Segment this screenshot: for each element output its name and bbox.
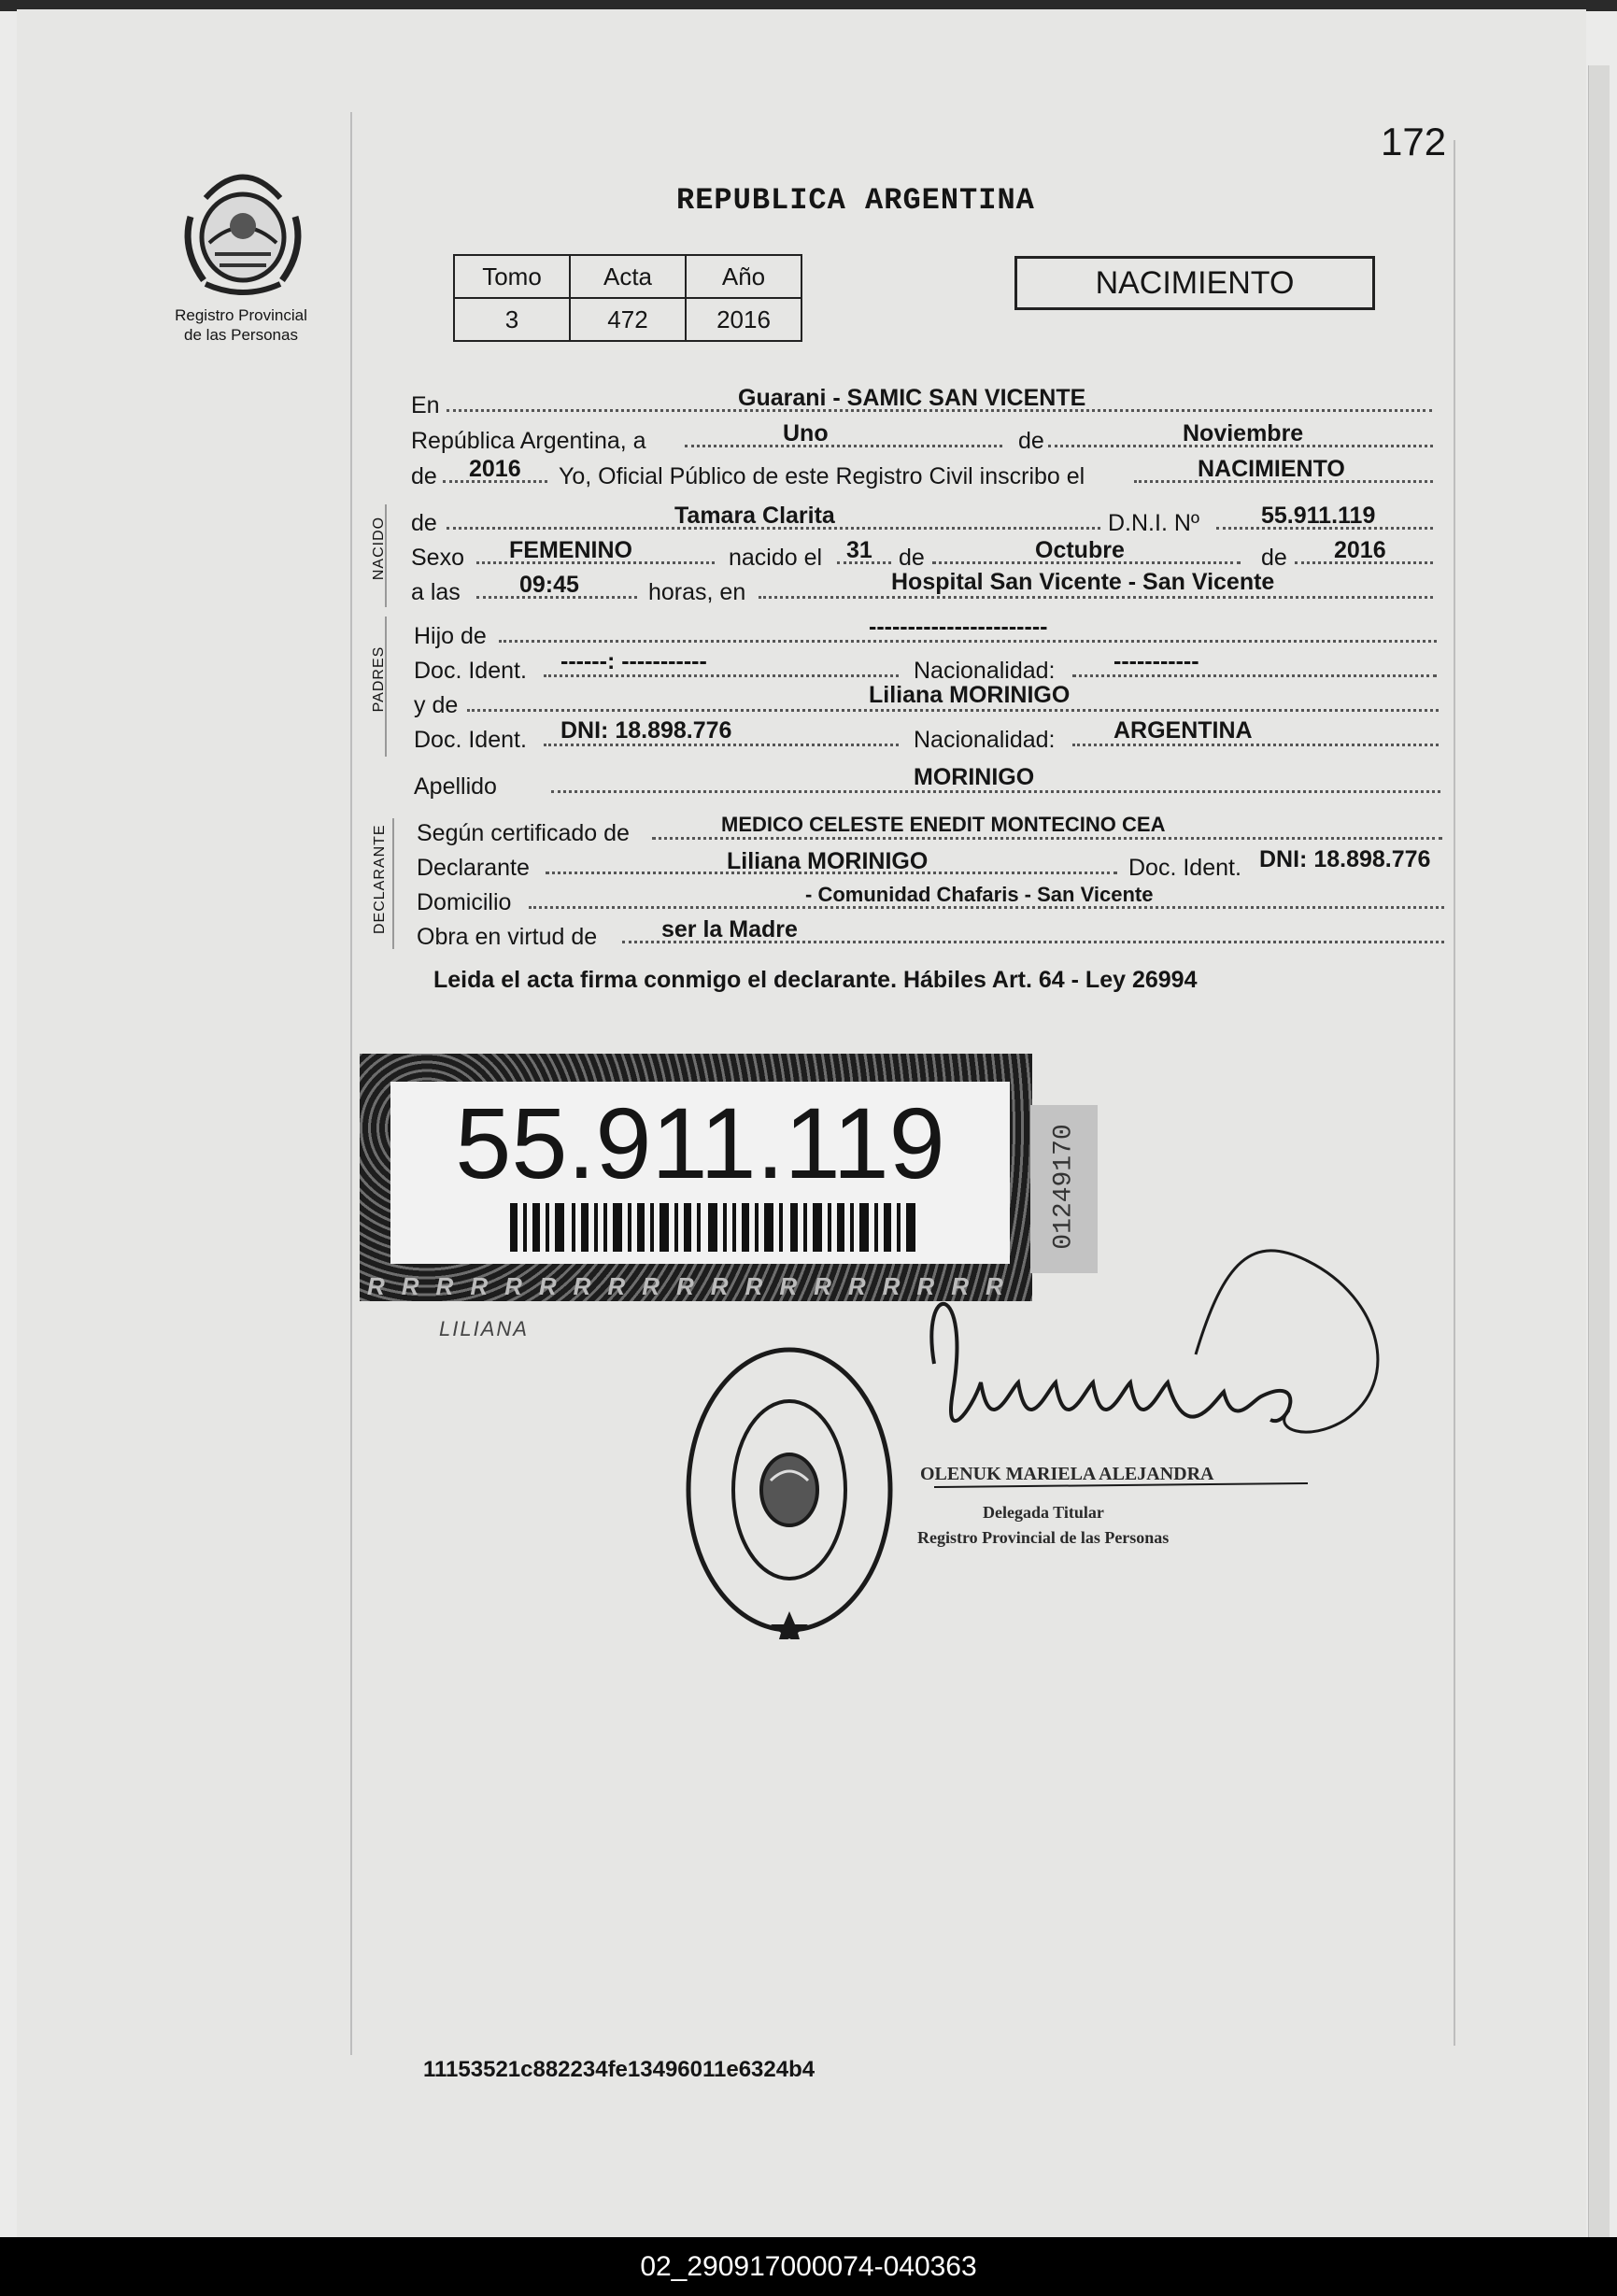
doc2-value: DNI: 18.898.776 [560,717,732,744]
birth-year-value: 2016 [1334,537,1386,563]
day-line [685,445,1002,447]
alas-label: a las [411,579,461,605]
signature [915,1242,1392,1495]
en-label: En [411,392,440,418]
record-table [453,254,802,342]
cert-line [652,837,1442,840]
nac2-label: Nacionalidad: [914,727,1056,753]
nacido-de-label2: de [899,545,925,571]
sexo-value: FEMENINO [509,537,632,563]
hijo-value: ----------------------- [869,614,1048,640]
yde-value: Liliana MORINIGO [869,682,1071,708]
official-organization: Registro Provincial de las Personas [917,1528,1170,1547]
tomo-value: 3 [454,298,570,341]
doc2-label: Doc. Ident. [414,727,527,753]
padres-section-label: PADRES [371,645,387,713]
barcode-number: 55.911.119 [455,1086,945,1199]
de2-label: de [411,463,437,489]
registry-name-line1: Registro Provincial [175,306,307,324]
security-strip: RRRRRRRRRRRRRRRRRRR [367,1272,1020,1300]
de-label: de [1018,428,1044,454]
nacido-el-label: nacido el [729,545,823,571]
registry-name-line2: de las Personas [184,326,298,344]
sexo-label: Sexo [411,545,464,571]
dni-value: 55.911.119 [1261,503,1376,529]
tomo-header: Tomo [454,255,570,298]
right-margin-line [1454,140,1455,2046]
acta-header: Acta [570,255,686,298]
cert-label: Según certificado de [417,820,630,846]
obra-label: Obra en virtud de [417,924,598,950]
decl-doc-label: Doc. Ident. [1128,855,1241,881]
handwritten-note: LILIANA [439,1317,529,1340]
barcode-bars [510,1203,921,1252]
province-emblem-icon [177,161,308,301]
decl-value: Liliana MORINIGO [727,848,929,874]
declarante-section-label: DECLARANTE [372,824,388,934]
official-title: Delegada Titular [983,1503,1104,1522]
dom-label: Domicilio [417,889,512,915]
month-value: Noviembre [1183,420,1304,446]
place-value: Hospital San Vicente - San Vicente [891,569,1275,595]
nac2-value: ARGENTINA [1113,717,1253,744]
closing-statement: Leida el acta firma conmigo el declarante. Hábiles Art. 64 - Ley 26994 [433,967,1198,993]
nac1-value: ----------- [1113,648,1199,674]
page-edge [1588,65,1610,2279]
time-value: 09:45 [519,572,579,598]
decl-label: Declarante [417,855,530,881]
serial-number: 01249170 [1049,1124,1079,1250]
nacido-section-label: NACIDO [371,516,387,581]
acta-value: 472 [570,298,686,341]
yo-label: Yo, Oficial Público de este Registro Civil inscribo el [559,463,1085,489]
day-value: Uno [783,420,829,446]
doc1-label: Doc. Ident. [414,658,527,684]
nacido-de-label: de [411,510,437,536]
nac1-label: Nacionalidad: [914,658,1056,684]
yde-line [467,709,1439,712]
barcode-label [390,1082,1010,1264]
nacido-de-label3: de [1261,545,1287,571]
republica-label: República Argentina, a [411,428,646,454]
yde-label: y de [414,692,459,718]
scan-footer-id: 02_290917000074-040363 [0,2237,1617,2296]
record-type-box: NACIMIENTO [1014,256,1375,310]
country-title: REPUBLICA ARGENTINA [676,183,1035,218]
place-line [759,596,1433,599]
anio-value: 2016 [686,298,801,341]
apellido-value: MORINIGO [914,764,1035,790]
page-number: 172 [1381,120,1447,163]
doc1-value: ------: ----------- [560,648,707,674]
horas-label: horas, en [648,579,746,605]
birth-month-value: Octubre [1035,537,1125,563]
dom-value: - Comunidad Chafaris - San Vicente [805,883,1154,906]
obra-value: ser la Madre [661,916,798,942]
apellido-label: Apellido [414,773,497,800]
document-hash: 11153521c882234fe13496011e6324b4 [423,2057,816,2082]
child-name-value: Tamara Clarita [674,503,835,529]
hijo-label: Hijo de [414,623,487,649]
year-value: 2016 [469,456,521,482]
decl-doc-value: DNI: 18.898.776 [1259,846,1431,872]
cert-value: MEDICO CELESTE ENEDIT MONTECINO CEA [721,813,1166,836]
registry-stamp [682,1340,897,1639]
dni-label: D.N.I. Nº [1108,510,1200,536]
left-margin-line [350,112,352,2055]
birth-day-value: 31 [846,537,872,563]
inscribo-value: NACIMIENTO [1198,456,1345,482]
en-value: Guarani - SAMIC SAN VICENTE [738,385,1086,411]
declarante-divider [392,818,394,949]
anio-header: Año [686,255,801,298]
official-name: OLENUK MARIELA ALEJANDRA [920,1464,1214,1484]
